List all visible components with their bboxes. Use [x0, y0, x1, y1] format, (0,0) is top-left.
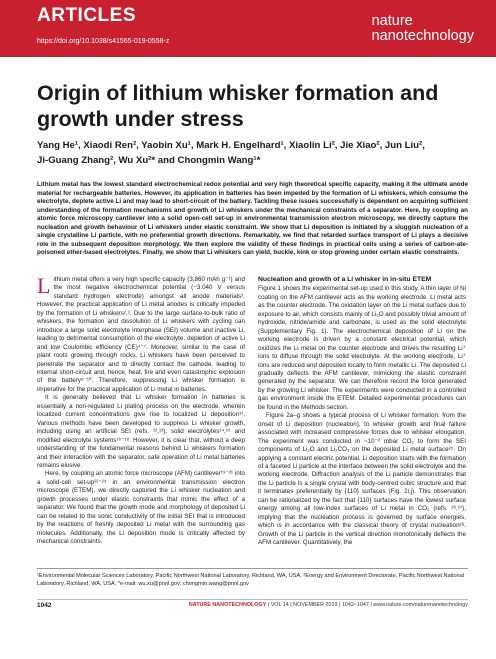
footer-citation	[189, 602, 468, 608]
footnote-divider	[37, 568, 468, 569]
paragraph: Figure 2a–g shows a typical process of Li whisker formation: from the onset of Li deposition (nucleation), to whisker growth and final failure associated with increased compressive forces due to whisker elongation. The experiment was conducted in ~10⁻² mbar CO₂ to form the SEI components of Li₂O and Li₂CO₃ on the deposited Li metal surface²⁵. On applying a constant electric potential, Li deposition starts with the formation of a faceted Li particle at the interface between the solid electrolyte and the working electrode. Diffraction analysis of the Li particle demonstrates that the Li particle is a single crystal with body-centred cubic structure and that it terminates preferentially by {110} surfaces (Fig. 2i,j). This observation can be rationalized by the fact that {110} surfaces have the lowest surface energy among all low-index surfaces of Li metal in CO₂ (refs. ²⁶,²⁷), implying that the nucleation process is governed by surface energies, which is in accordance with the classical theory of crystal nucleation²⁸. Growth of the Li particle in the vertical direction monotonically deflects the AFM cantilever. Quantitatively, the	[258, 412, 466, 547]
paragraph: Here, by coupling an atomic force microscope (AFM) cantilever¹⁹⁻²¹ into a solid-cell set-up²²⁻²⁴ in an environmental transmission electron microscope (ETEM), we directly captured the Li whisker nucleation and growth processes under elastic constraints that mimic the effect of a separator. We found that the growth mode and morphology of deposited Li can be related to the sonic conductivity of the initial SEI that is introduced by the reactions of freshly deposited Li metal with the surrounding gas molecules. Additionally, the Li deposition mode is critically affected by mechanical constraints.	[37, 470, 245, 546]
section-heading: Nucleation and growth of a Li whisker in in-situ ETEM	[258, 276, 432, 283]
author-line-1: Yang He¹, Xiaodi Ren², Yaobin Xu¹, Mark H. Engelhard¹, Xiaolin Li², Jie Xiao², Jun Liu²,	[37, 140, 425, 151]
footer-citation-text: | VOL 14 | NOVEMBER 2019 | 1042–1047 | www.nature.com/naturenanotechnology	[266, 602, 468, 608]
abstract: Lithium metal has the lowest standard electrochemical redox potential and very high theoretical specific capacity, making it the ultimate anode material for rechargeable batteries. However, its application in batteries has been impeded by the formation of Li whiskers, which consume the electrolyte, deplete active Li and may lead to short-circuit of the battery. Tackling these issues successfully is dependent on acquiring sufficient understanding of the formation mechanisms and growth of Li whiskers under the mechanical constraints of a separator. Here, by coupling an atomic force microscopy cantilever into a solid open-cell set-up in environmental transmission electron microscopy, we directly capture the nucleation and growth behaviour of Li whiskers under elastic constraint. We show that Li deposition is initiated by a sluggish nucleation of a single crystalline Li particle, with no preferential growth directions. Remarkably, we find that retarded surface transport of Li plays a decisive role in the subsequent deposition morphology. We then explore the validity of these findings in practical cells using a series of carbon-ate-poisoned ether-based electrolytes. Finally, we show that Li whiskers can yield, buckle, kink or stop growing under certain elastic constraints.	[37, 181, 468, 256]
author-list	[37, 139, 477, 168]
journal-logo	[372, 14, 474, 44]
paragraph	[37, 273, 245, 394]
journal-logo-line2: nanotechnology	[371, 28, 474, 44]
body-column-left	[37, 273, 245, 547]
footer-divider	[37, 599, 468, 600]
paragraph: Figure 1 shows the experimental set-up used in this study. A thin layer of Ni coating on the AFM cantilever acts as the working electrode. Li metal acts as the counter electrode. The oxidation layer on the Li metal surface due to exposure to air, which consists mainly of Li₂O and possibly trivial amount of hydroxide, nitride/amide and carbonate, is used as the solid electrolyte (Supplementary Fig. 1). The electrochemical deposition of Li on the working electrode is driven by a constant electrical potential, which oxidizes the Li metal on the counter electrode and drives the resulting Li⁺ ions to diffuse through the solid electrolyte. At the working electrode, Li⁺ ions are reduced and deposited locally to form metallic Li. The deposited Li gradually deflects the AFM cantilever, mimicking the elastic constraint generated by the separator. We can therefore record the force generated by the growing Li whisker. The experiments were conducted in a controlled gas environment inside the ETEM. Detailed experimental procedures can be found in the Methods section.	[258, 285, 466, 411]
affiliation-footnote: ¹Environmental Molecular Sciences Laboratory, Pacific Northwest National Laboratory, Richland, WA, USA. ²Energy and Environment Directorate, Pacific Northwest National Laboratory, Richland, WA, USA. *e-mail: wu.xu@pnnl.gov; chongmin.wang@pnnl.gov	[37, 573, 465, 587]
page-number: 1042	[37, 602, 52, 609]
journal-header-bar	[0, 0, 496, 57]
author-line-2: Ji-Guang Zhang², Wu Xu²* and Chongmin Wang¹*	[37, 154, 261, 166]
drop-cap: L	[37, 273, 51, 298]
paragraph-text: ithium metal offers a very high specific capacity (3,860 mAh g⁻¹) and the most negative electrochemical potential (−3.040 V versus standard hydrogen electrode) amongst all anode materials¹. However, the practical application of Li metal anodes is critically impeded by the formation of Li whiskers²,³. Due to the large surface-to-bulk ratio of whiskers, the formation and dissolution of Li whiskers with cycling can introduce a large solid electrolyte interphase (SEI) volume and inactive Li, leading to detrimental consumption of the electrolyte, depletion of active Li and low Coulombic efficiency (CE)⁴⁻⁷. Moreover, similar to the case of plant roots growing through rocks, Li whiskers have been perceived to penetrate the separator and to directly contact the cathode, leading to internal short-circuit and, hence, heat, fire and even catastrophic explosion of the battery⁸⁻¹⁰. Therefore, suppressing Li whisker formation is imperative for the practical application of Li metal in batteries.	[37, 276, 245, 393]
body-column-right	[258, 276, 466, 548]
paragraph: It is generally believed that Li whisker formation in batteries is essentially a non-regulated Li plating process on the electrode, wherein localized current concentrations give rise to localized Li deposition¹¹. Various methods have been developed to suppress Li whisker growth, including using an artificial SEI (refs. ¹²,¹³), solid electrolytes¹⁴,¹⁵ and modified electrolyte systems¹⁶⁻¹⁸. However, it is clear that, without a deep understanding of the fundamental reasons behind Li whiskers formation and their interaction with the separator, safe operation of Li metal batteries remains elusive.	[37, 394, 245, 469]
doi-link[interactable]: https://doi.org/10.1038/s41565-019-0558-z	[37, 38, 170, 45]
journal-logo-line1: nature	[371, 13, 413, 29]
section-label: ARTICLES	[37, 5, 136, 26]
footer-journal-name: NATURE NANOTECHNOLOGY	[188, 602, 267, 608]
article-title: Origin of lithium whisker formation and growth under stress	[37, 81, 439, 131]
